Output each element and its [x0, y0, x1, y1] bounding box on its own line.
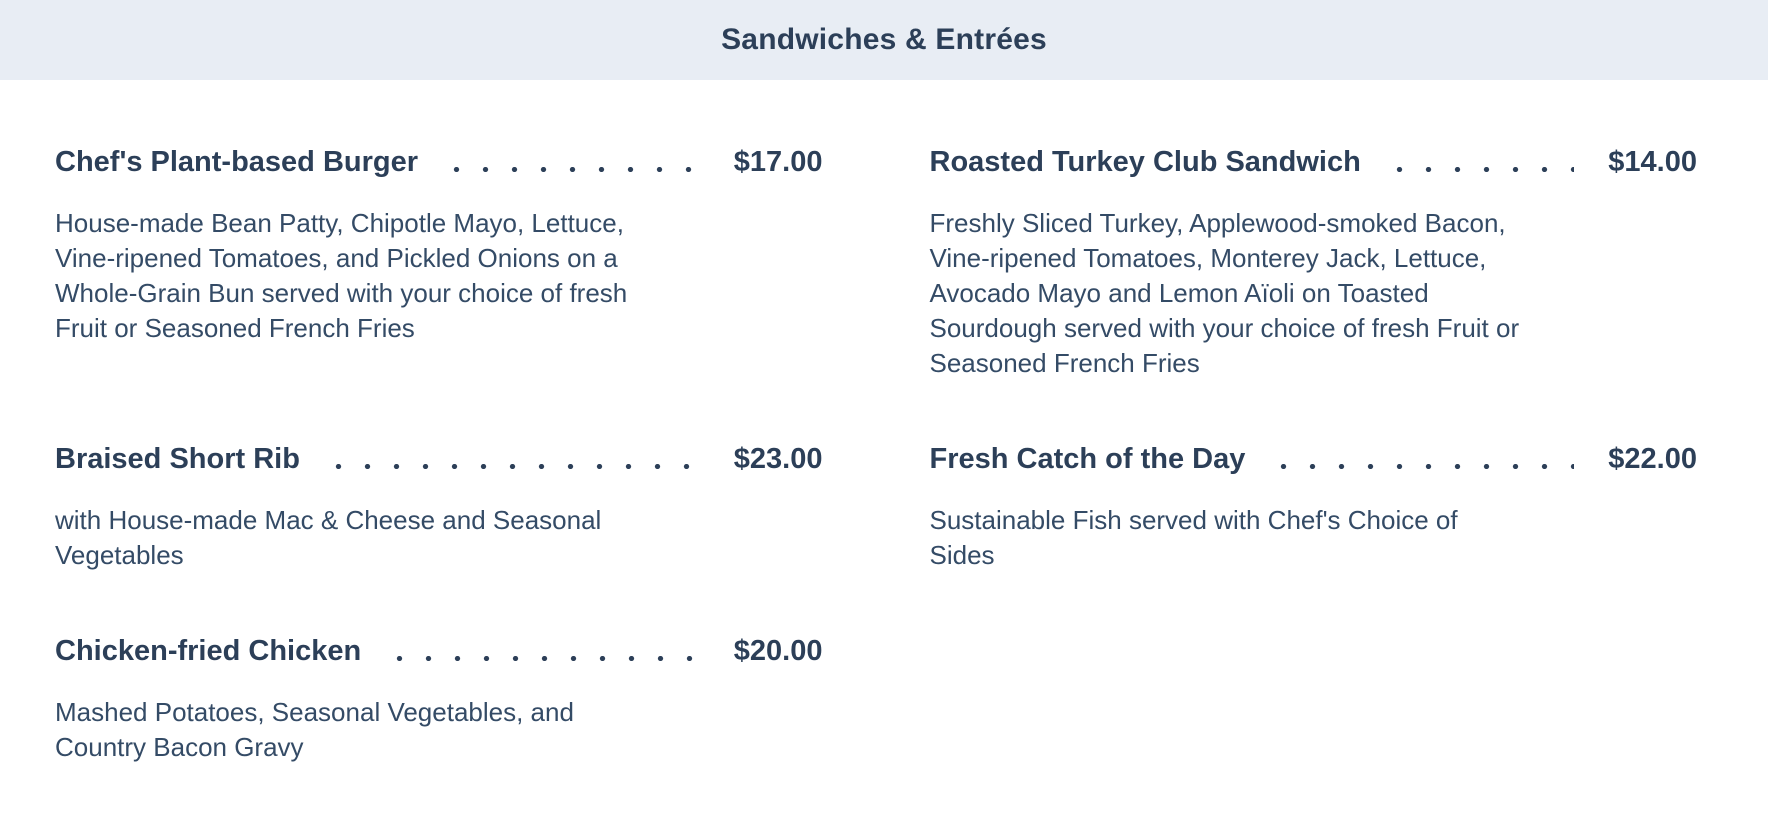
menu-item-header [55, 441, 823, 477]
section-header-band [0, 0, 1768, 80]
menu-item-description: House-made Bean Patty, Chipotle Mayo, Lettuce, Vine-ripened Tomatoes, and Pickled Onions on a Whole-Grain Bun served with your choice of fresh Fruit or Seasoned French Fries [55, 208, 628, 343]
dot-leader [324, 464, 700, 469]
menu-item-plant-based-burger [55, 144, 823, 381]
section-title: Sandwiches & Entrées [721, 23, 1047, 56]
menu-item-name: Roasted Turkey Club Sandwich [929, 146, 1361, 178]
menu-item-name: Chicken-fried Chicken [55, 635, 362, 667]
menu-item-fresh-catch [930, 441, 1698, 573]
menu-item-price: $23.00 [733, 443, 823, 475]
menu-item-turkey-club-sandwich [930, 144, 1698, 381]
menu-item-braised-short-rib [55, 441, 823, 573]
menu-item-price: $20.00 [733, 635, 823, 667]
menu-item-description: with House-made Mac & Cheese and Seasonal Vegetables [55, 505, 602, 570]
menu-item-header [930, 144, 1698, 180]
dot-leader [1385, 167, 1574, 172]
menu-item-name: Braised Short Rib [55, 443, 300, 475]
menu-grid [0, 80, 1768, 807]
menu-item-header [55, 144, 823, 180]
menu-item-chicken-fried-chicken [55, 633, 823, 765]
menu-item-description: Mashed Potatoes, Seasonal Vegetables, and Country Bacon Gravy [55, 697, 574, 762]
menu-item-price: $17.00 [733, 146, 823, 178]
menu-item-name: Chef's Plant-based Burger [55, 146, 419, 178]
dot-leader [385, 656, 700, 661]
menu-item-header [930, 441, 1698, 477]
dot-leader [1269, 464, 1574, 469]
dot-leader [442, 167, 700, 172]
menu-item-price: $14.00 [1608, 146, 1697, 178]
menu-item-description: Sustainable Fish served with Chef's Choice of Sides [929, 505, 1458, 570]
menu-item-header [55, 633, 823, 669]
menu-item-name: Fresh Catch of the Day [929, 443, 1246, 475]
menu-item-price: $22.00 [1608, 443, 1697, 475]
menu-item-description: Freshly Sliced Turkey, Applewood-smoked Bacon, Vine-ripened Tomatoes, Monterey Jack, Lettuce, Avocado Mayo and Lemon Aïoli on Toasted Sourdough served with your choice of fresh Fruit or Seasoned French Fries [929, 208, 1520, 378]
